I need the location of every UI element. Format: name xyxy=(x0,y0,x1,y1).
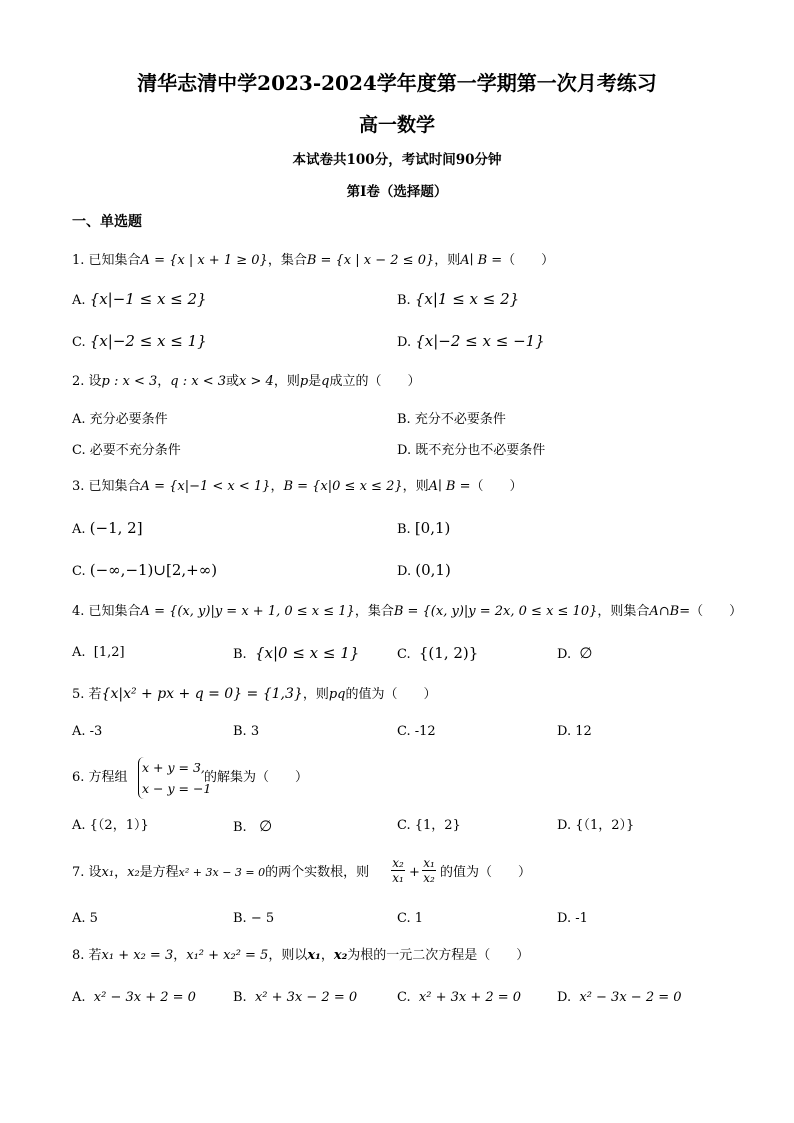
option-d: D. 既不充分也不必要条件 xyxy=(397,443,546,458)
set-a: A = {x|−1 < x < 1} xyxy=(140,479,271,494)
var-x2: x₂ xyxy=(333,948,348,963)
set-a: A = {x | x + 1 ≥ 0} xyxy=(140,253,268,268)
option-b xyxy=(397,520,450,538)
fraction-2 xyxy=(422,856,436,885)
text: ，则 xyxy=(302,687,329,702)
option-value: {x|−1 ≤ x ≤ 2} xyxy=(89,290,207,308)
option-d: D. {（1，2）} xyxy=(557,818,635,833)
denominator: x₂ xyxy=(423,871,435,885)
section-heading: 一、单选题 xyxy=(72,214,142,230)
option-a xyxy=(72,645,125,661)
equation-2: x − y = −1 xyxy=(142,781,212,796)
option-label: C. xyxy=(72,564,86,579)
question-6-stem: 6. 方程组 xyxy=(72,770,128,785)
question-3 xyxy=(72,479,523,495)
equation: {x|x² + px + q = 0} = {1,3} xyxy=(101,686,303,702)
option-label: B. xyxy=(233,820,247,835)
fraction-1 xyxy=(391,856,405,885)
question-8 xyxy=(72,948,529,964)
option-label: A. xyxy=(72,990,86,1005)
option-label: B. xyxy=(233,990,247,1005)
option-b xyxy=(397,291,519,309)
option-value: x² − 3x + 2 = 0 xyxy=(93,990,196,1005)
equation: x² + 3x − 3 = 0 xyxy=(178,866,266,879)
answer-blank: 的值为（ ） xyxy=(345,687,437,702)
condition-q2: x > 4 xyxy=(239,374,274,389)
option-d xyxy=(397,562,451,580)
option-label: B. xyxy=(397,522,411,537)
question-6-tail: 的解集为（ ） xyxy=(204,770,309,785)
denominator: x₁ xyxy=(392,871,404,885)
option-label: D. xyxy=(397,335,412,350)
text: ， xyxy=(157,374,171,389)
option-value: {(1, 2)} xyxy=(418,644,479,662)
text: 或 xyxy=(226,374,240,389)
text: ， xyxy=(270,479,284,494)
question-stem: 4. 已知集合 xyxy=(72,604,141,619)
option-d xyxy=(397,333,545,351)
option-value: {x|−2 ≤ x ≤ 1} xyxy=(89,332,207,350)
option-c: C. -12 xyxy=(397,724,436,739)
answer-blank: （ ） xyxy=(502,253,555,268)
question-7 xyxy=(72,865,369,881)
expression: A∩B= xyxy=(649,604,691,619)
option-b: B. 3 xyxy=(233,724,260,739)
subject-title: 高一数学 xyxy=(358,114,435,136)
question-5 xyxy=(72,686,437,703)
option-value: ∅ xyxy=(259,817,273,835)
option-label: D. xyxy=(557,990,572,1005)
option-label: C. xyxy=(397,990,411,1005)
option-value: {x|1 ≤ x ≤ 2} xyxy=(414,290,520,308)
equation-1: x + y = 3, xyxy=(142,760,205,775)
answer-blank: 为根的一元二次方程是（ ） xyxy=(347,948,530,963)
option-c xyxy=(397,645,478,663)
answer-blank: （ ） xyxy=(470,479,523,494)
option-a: A. {（2，1）} xyxy=(72,818,149,833)
text: ， xyxy=(114,865,128,880)
text: ，则 xyxy=(273,374,300,389)
text: ， xyxy=(173,948,187,963)
equation-system xyxy=(138,757,211,799)
option-c xyxy=(72,562,217,580)
text: ，集合 xyxy=(267,253,307,268)
question-2 xyxy=(72,374,421,390)
var-q: q xyxy=(321,374,330,389)
option-label: A. xyxy=(72,645,86,660)
condition-1: x₁ + x₂ = 3 xyxy=(101,948,174,963)
option-value: (0,1) xyxy=(415,561,451,579)
option-value: [1,2] xyxy=(93,645,125,660)
option-d: D. 12 xyxy=(557,724,592,739)
var-p: p xyxy=(299,374,309,389)
option-d xyxy=(557,645,592,663)
option-label: C. xyxy=(397,647,411,662)
condition-p: p : x < 3 xyxy=(101,374,158,389)
exam-info: 本试卷共100分，考试时间90分钟 xyxy=(292,152,502,168)
option-label: B. xyxy=(233,647,247,662)
text: ，则以 xyxy=(268,948,308,963)
option-label: D. xyxy=(557,647,572,662)
option-value: ∅ xyxy=(579,644,593,662)
option-a xyxy=(72,990,196,1006)
question-stem: 2. 设 xyxy=(72,374,102,389)
option-label: A. xyxy=(72,522,86,537)
question-4 xyxy=(72,604,742,620)
option-value: {x|−2 ≤ x ≤ −1} xyxy=(415,332,545,350)
text: 是方程 xyxy=(139,865,179,880)
option-label: A. xyxy=(72,293,86,308)
set-b: B = {(x, y)|y = 2x, 0 ≤ x ≤ 10} xyxy=(393,604,598,619)
text: ，则 xyxy=(402,479,429,494)
option-a: A. 充分必要条件 xyxy=(72,412,168,427)
option-c: C. 必要不充分条件 xyxy=(72,443,181,458)
option-label: D. xyxy=(397,564,412,579)
option-value: x² + 3x − 2 = 0 xyxy=(254,990,358,1005)
question-stem: 8. 若 xyxy=(72,948,102,963)
option-value: x² − 3x − 2 = 0 xyxy=(579,990,682,1005)
option-a: A. -3 xyxy=(72,724,103,739)
text: ，则集合 xyxy=(597,604,650,619)
numerator: x₁ xyxy=(423,856,435,870)
option-value: {x|0 ≤ x ≤ 1} xyxy=(254,644,360,662)
var-x2: x₂ xyxy=(127,865,140,880)
var-pq: pq xyxy=(328,687,346,702)
question-stem: 3. 已知集合 xyxy=(72,479,141,494)
option-value: (−∞,−1)∪[2,+∞) xyxy=(89,561,218,579)
numerator: x₂ xyxy=(392,856,404,870)
option-b xyxy=(233,818,272,836)
text: ， xyxy=(320,948,334,963)
page-title: 清华志清中学2023-2024学年度第一学期第一次月考练习 xyxy=(137,71,657,95)
option-c: C. {1，2} xyxy=(397,818,461,833)
text: ，集合 xyxy=(354,604,394,619)
text: 是 xyxy=(308,374,322,389)
set-a: A = {(x, y)|y = x + 1, 0 ≤ x ≤ 1} xyxy=(140,604,355,619)
option-b xyxy=(233,990,357,1006)
question-stem: 5. 若 xyxy=(72,687,102,702)
question-stem: 7. 设 xyxy=(72,865,102,880)
question-stem: 1. 已知集合 xyxy=(72,253,141,268)
option-b xyxy=(233,645,359,663)
option-d: D. -1 xyxy=(557,911,588,926)
expression: A∣ B = xyxy=(428,479,471,494)
question-1 xyxy=(72,253,554,269)
condition-2: x₁² + x₂² = 5 xyxy=(186,948,269,963)
plus-sign: + xyxy=(409,865,420,880)
option-c: C. 1 xyxy=(397,911,424,926)
option-b: B. 充分不必要条件 xyxy=(397,412,506,427)
text: ，则 xyxy=(434,253,461,268)
var-x1: x₁ xyxy=(101,865,115,880)
set-b: B = {x | x − 2 ≤ 0} xyxy=(306,253,435,268)
var-x1: x₁ xyxy=(307,948,321,963)
option-c xyxy=(397,990,521,1006)
option-value: [0,1) xyxy=(414,519,451,537)
text: 的两个实数根，则 xyxy=(265,865,370,880)
answer-blank: 成立的（ ） xyxy=(329,374,421,389)
option-d xyxy=(557,990,682,1006)
option-b: B. − 5 xyxy=(233,911,275,926)
option-value: (−1, 2] xyxy=(89,519,143,537)
volume-title: 第I卷（选择题） xyxy=(346,184,448,200)
option-a: A. 5 xyxy=(72,911,98,926)
option-a xyxy=(72,291,207,309)
answer-blank: （ ） xyxy=(690,604,743,619)
option-value: x² + 3x + 2 = 0 xyxy=(418,990,522,1005)
expression: A∣ B = xyxy=(460,253,503,268)
option-label: B. xyxy=(397,293,411,308)
option-c xyxy=(72,333,207,351)
answer-blank: 的值为（ ） xyxy=(440,865,532,880)
option-a xyxy=(72,520,143,538)
set-b: B = {x|0 ≤ x ≤ 2} xyxy=(283,479,403,494)
option-label: C. xyxy=(72,335,86,350)
condition-q: q : x < 3 xyxy=(170,374,227,389)
